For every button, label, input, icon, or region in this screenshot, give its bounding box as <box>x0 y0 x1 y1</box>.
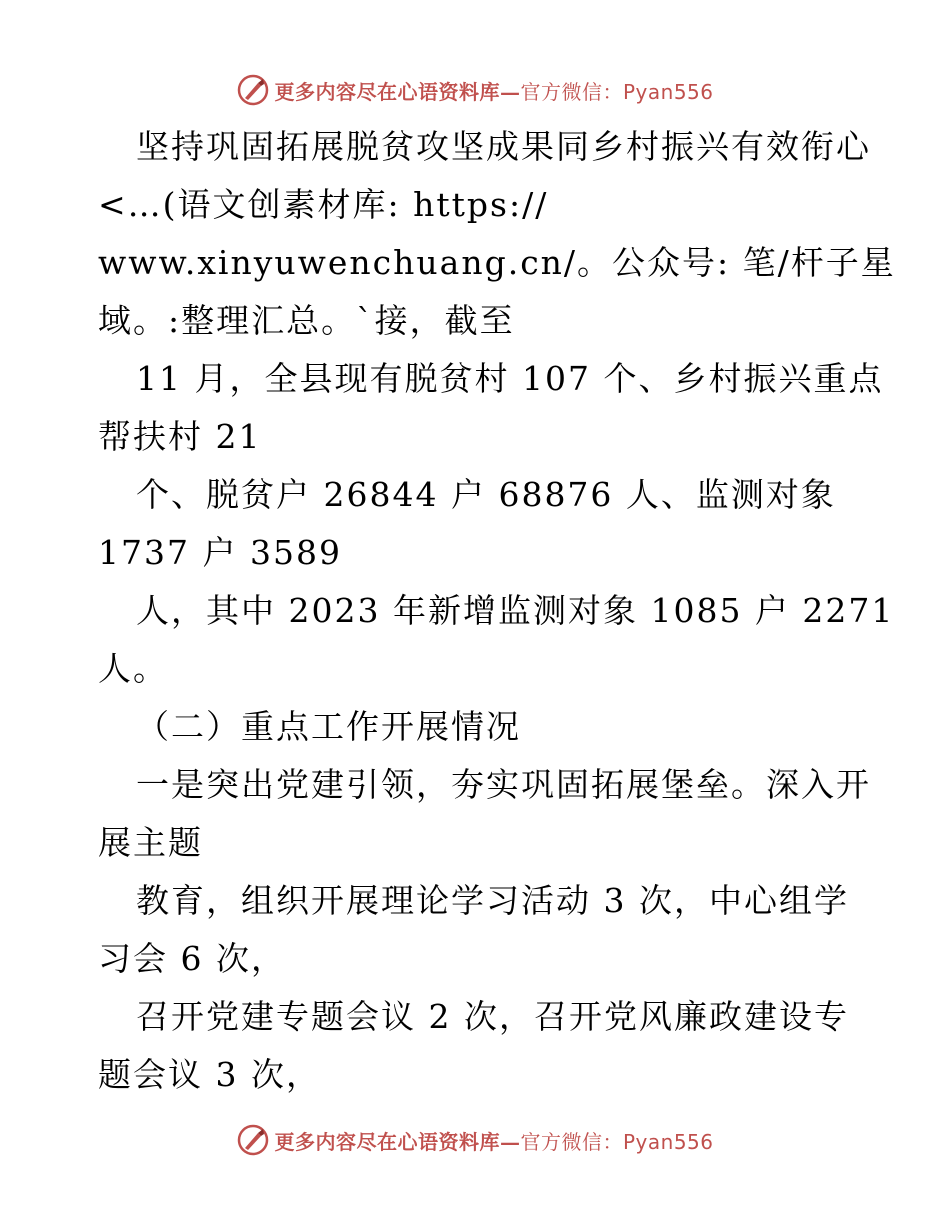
body-line: 1737 户 3589 <box>98 533 342 572</box>
watermark-wechat-label: 官方微信： <box>520 1129 623 1154</box>
body-line: 召开党建专题会议 2 次，召开党风廉政建设专 <box>136 997 849 1036</box>
body-line: 人。 <box>98 649 168 688</box>
body-line: 展主题 <box>98 823 203 862</box>
body-line: 习会 6 次， <box>98 939 286 978</box>
document-body <box>98 118 896 1104</box>
quill-logo-icon <box>236 73 270 107</box>
body-line: 帮扶村 21 <box>98 417 262 456</box>
quill-logo-icon <box>236 1123 270 1157</box>
body-line: 坚持巩固拓展脱贫攻坚成果同乡村振兴有效衔心 <box>136 127 871 166</box>
footer-watermark <box>0 1120 950 1160</box>
body-line: 题会议 3 次， <box>98 1055 321 1094</box>
header-watermark <box>0 70 950 110</box>
body-line: 一是突出党建引领，夯实巩固拓展堡垒。深入开 <box>136 765 871 804</box>
watermark-wechat-id: Pyan556 <box>622 1129 714 1154</box>
body-line: www.xinyuwenchuang.cn/。公众号: 笔/杆子星 <box>98 243 896 282</box>
body-line: 域。:整理汇总。`接，截至 <box>98 301 515 340</box>
body-line: 个、脱贫户 26844 户 68876 人、监测对象 <box>136 475 836 514</box>
body-line: 教育，组织开展理论学习活动 3 次，中心组学 <box>136 881 849 920</box>
section-heading: （二）重点工作开展情况 <box>136 707 521 746</box>
watermark-dash: — <box>499 79 521 104</box>
watermark-dash: — <box>499 1129 521 1154</box>
body-line: 11 月，全县现有脱贫村 107 个、乡村振兴重点 <box>136 359 884 398</box>
watermark-label: 更多内容尽在心语资料库 <box>274 79 500 104</box>
body-line: <…(语文创素材库: https:// <box>98 185 549 224</box>
watermark-wechat-label: 官方微信： <box>520 79 623 104</box>
body-line: 人，其中 2023 年新增监测对象 1085 户 2271 <box>136 591 895 630</box>
watermark-label: 更多内容尽在心语资料库 <box>274 1129 500 1154</box>
watermark-wechat-id: Pyan556 <box>622 79 714 104</box>
